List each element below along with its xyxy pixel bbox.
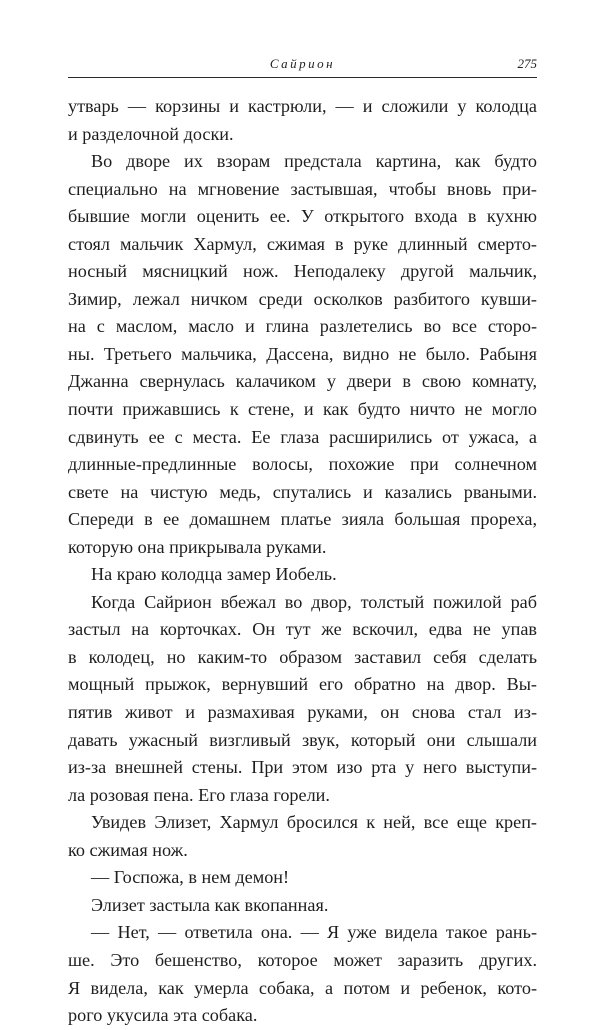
body-text (68, 93, 537, 1030)
text-line: застыл на корточках. Он тут же вскочил, едва не упав (68, 619, 537, 640)
text-line: из-за внешней стены. При этом изо рта у него выступи- (68, 757, 537, 778)
text-line: носный мясницкий нож. Неподалеку другой мальчик, (68, 261, 537, 282)
text-line: сдвинуть ее с места. Ее глаза расширились от ужаса, а (68, 426, 537, 447)
text-line: пятив живот и размахивая руками, он снова стал из- (68, 702, 537, 723)
text-line: мощный прыжок, вернувший его обратно на двор. Вы- (68, 674, 537, 695)
text-line: Я видела, как умерла собака, а потом и ребенок, кото- (68, 977, 537, 998)
header-rule (68, 77, 537, 78)
text-line: и разделочной доски. (68, 123, 234, 144)
text-line: ко сжимая нож. (68, 839, 188, 860)
text-line: Зимир, лежал ничком среди осколков разбитого кувши- (68, 288, 537, 309)
text-line: Джанна свернулась калачиком у двери в свою комнату, (68, 371, 537, 392)
running-header (68, 55, 537, 73)
text-line: Во дворе их взорам предстала картина, как будто (91, 151, 537, 172)
text-line: — Нет, — ответила она. — Я уже видела такое рань- (91, 922, 537, 943)
text-line: свете на чистую медь, спутались и казались рваными. (68, 481, 537, 502)
text-line: почти прижавшись к стене, и как будто ничто не могло (68, 399, 537, 420)
text-line: бывшие могли оценить ее. У открытого входа в кухню (68, 206, 537, 227)
text-line: Спереди в ее домашнем платье зияла большая прореха, (68, 509, 537, 530)
text-line: ше. Это бешенство, которое может заразить других. (68, 949, 537, 970)
text-line: в колодец, но каким-то образом заставил себя сделать (68, 646, 537, 667)
text-line: на с маслом, масло и глина разлетелись во все сторо- (68, 316, 537, 337)
text-line: давать ужасный визгливый звук, который они слышали (68, 729, 537, 750)
text-line: Когда Сайрион вбежал во двор, толстый пожилой раб (91, 591, 537, 612)
text-line: рого укусила эта собака. (68, 1005, 258, 1026)
running-title: Сайрион (269, 56, 336, 71)
text-line: специально на мгновение застывшая, чтобы вновь при- (68, 178, 537, 199)
text-line: На краю колодца замер Иобель. (91, 564, 337, 585)
text-line: Увидев Элизет, Хармул бросился к ней, все еще креп- (91, 812, 537, 833)
text-line: ла розовая пена. Его глаза горели. (68, 784, 330, 805)
text-line: ны. Третьего мальчика, Дассена, видно не было. Рабыня (68, 343, 537, 364)
text-line: которую она прикрывала руками. (68, 536, 327, 557)
text-line: Элизет застыла как вкопанная. (91, 894, 329, 915)
text-line: утварь — корзины и кастрюли, — и сложили у колодца (68, 96, 537, 116)
page-number: 275 (517, 56, 537, 71)
text-line: стоял мальчик Хармул, сжимая в руке длинный смерто- (68, 233, 537, 254)
text-line: длинные-предлинные волосы, похожие при солнечном (68, 454, 537, 475)
text-line: — Госпожа, в нем демон! (91, 867, 290, 888)
